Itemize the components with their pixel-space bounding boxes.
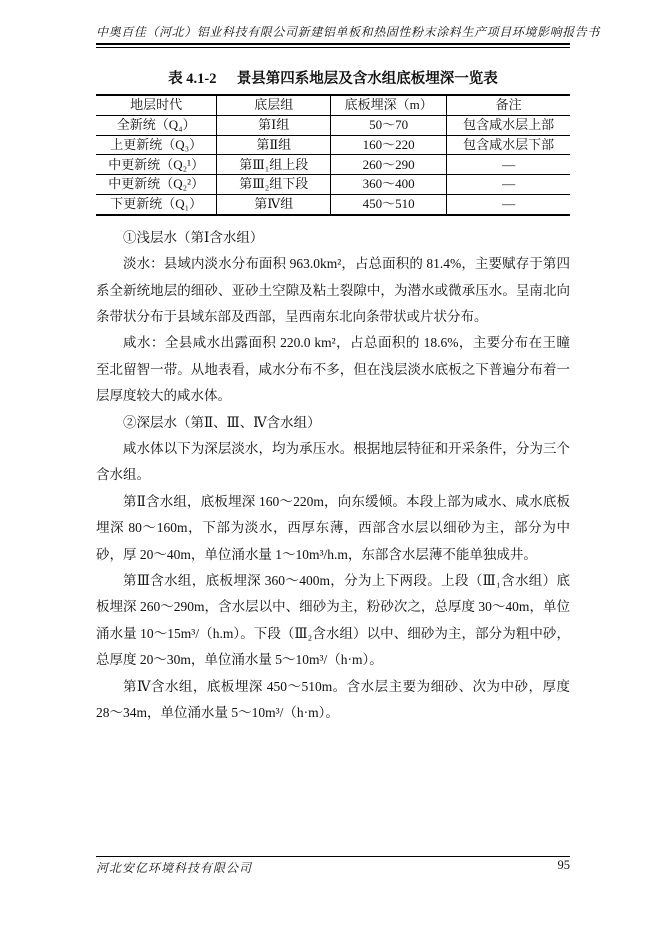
table-row [96, 194, 570, 214]
table-cell: 中更新统（Q₂²） [96, 175, 217, 195]
table-cell: 第Ⅱ组 [217, 135, 331, 155]
column-header: 底层组 [217, 95, 331, 115]
table-caption [96, 67, 570, 88]
table-cell: 包含咸水层下部 [447, 135, 570, 155]
page-footer [96, 856, 570, 876]
table-cell: 中更新统（Q₂¹） [96, 155, 217, 175]
table-cell: 360～400 [331, 175, 447, 195]
paragraph: ①浅层水（第Ⅰ含水组） [123, 229, 264, 245]
running-header-text: 中奥百佳（河北）铝业科技有限公司新建铝单板和热固性粉末涂料生产项目环境影响报告书 [96, 25, 601, 39]
column-header: 备注 [447, 95, 570, 115]
table-cell: 第Ⅲ₁组上段 [217, 155, 331, 175]
table-cell: 第Ⅲ₂组下段 [217, 175, 331, 195]
table-row [96, 135, 570, 155]
table-cell: 下更新统（Q₁） [96, 194, 217, 214]
table-cell: 50～70 [331, 115, 447, 135]
paragraph: 淡水：县域内淡水分布面积 963.0km²，占总面积的 81.4%，主要赋存于第四系全新统地层的细砂、亚砂土空隙及粘土裂隙中，为潜水或微承压水。呈南北向条带状分布于县域东部及西部，呈西南东北向条带状或片状分布。 [96, 256, 570, 324]
table-caption-label: 表 4.1-2 [168, 71, 217, 87]
paragraph: 第Ⅱ含水组，底板埋深 160～220m，向东缓倾。本段上部为咸水、咸水底板埋深 80～160m，下部为淡水，西厚东薄，西部含水层以细砂为主，部分为中砂，厚 20～40m，单位涌水量 1～10m³/h.m，东部含水层薄不能单独成井。 [96, 493, 570, 562]
table-cell: 第Ⅰ组 [217, 115, 331, 135]
body-text [96, 225, 570, 727]
paragraph: 第Ⅳ含水组，底板埋深 450～510m。含水层主要为细砂、次为中砂，厚度 28～34m，单位涌水量 5～10m³/（h·m）。 [96, 678, 570, 721]
table-header-row [96, 95, 570, 115]
strata-table [96, 94, 570, 216]
running-header [96, 23, 601, 40]
table-row [96, 175, 570, 195]
table-cell: 450～510 [331, 194, 447, 214]
table-caption-title: 景县第四系地层及含水组底板埋深一览表 [236, 71, 498, 87]
footer-company: 河北安亿环境科技有限公司 [96, 861, 253, 875]
paragraph: 咸水体以下为深层淡水，均为承压水。根据地层特征和开采条件，分为三个含水组。 [96, 441, 570, 483]
column-header: 地层时代 [96, 95, 217, 115]
paragraph: 第Ⅲ含水组，底板埋深 360～400m，分为上下两段。上段（Ⅲ₁含水组）底板埋深 260～290m，含水层以中、细砂为主，粉砂次之，总厚度 30～40m，单位涌水量 10～15m³/（h.m）。下段（Ⅲ₂含水组）以中、细砂为主，部分为粗中砂，总厚度 20～30m，单位涌水量 5～10m³/（h·m）。 [96, 573, 570, 668]
header-double-rule [96, 43, 570, 48]
table-row [96, 115, 570, 135]
table-cell: — [447, 155, 570, 175]
table-cell: 160～220 [331, 135, 447, 155]
table-cell: 上更新统（Q₃） [96, 135, 217, 155]
paragraph: 咸水：全县咸水出露面积 220.0 km²，占总面积的 18.6%，主要分布在王瞳至北留智一带。从地表看，咸水分布不多，但在浅层淡水底板之下普遍分布着一层厚度较大的咸水体。 [96, 335, 570, 404]
table-row [96, 155, 570, 175]
table-cell: 全新统（Q₄） [96, 115, 217, 135]
column-header: 底板埋深（m） [331, 95, 447, 115]
table-body [96, 115, 570, 214]
table-cell: 包含咸水层上部 [447, 115, 570, 135]
paragraph: ②深层水（第Ⅱ、Ⅲ、Ⅳ含水组） [123, 414, 321, 430]
page-number: 95 [557, 858, 570, 872]
table-cell: 260～290 [331, 155, 447, 175]
table-cell: — [447, 175, 570, 195]
table-cell: — [447, 194, 570, 214]
table-cell: 第Ⅳ组 [217, 194, 331, 214]
